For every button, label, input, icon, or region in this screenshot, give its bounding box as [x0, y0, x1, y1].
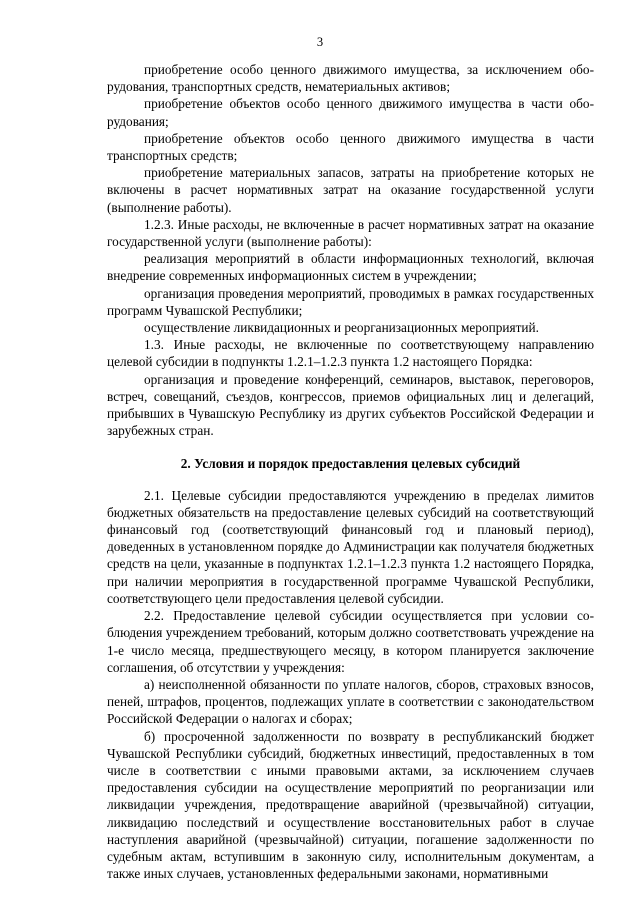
page-number: 3: [316, 35, 324, 49]
section-heading: 2. Условия и порядок предоставления целевых субсидий: [180, 456, 521, 472]
paragraph: 1.2.3. Иные расходы, не включенные в расчет нормативных затрат на оказание государственной услуги (выполнение работы):: [107, 216, 594, 250]
paragraph: приобретение объектов особо ценного движимого имущества в части транспортных средств;: [107, 130, 594, 164]
paragraph: а) неисполненной обязанности по уплате налогов, сборов, страховых взносов, пеней, штрафов, процентов, подлежащих уплате в соответствии с законодательством Российской Федерации о налогах и сборах;: [107, 676, 594, 727]
paragraph: 2.2. Предоставление целевой субсидии осуществляется при условии соблюдения учреждением требований, которым должно соответствовать учреждение на 1-е число месяца, предшествующего месяцу, в котором планируется заключение соглашения, об отсутствии у учреждения:: [107, 608, 594, 675]
paragraph: приобретение особо ценного движимого имущества, за исключением оборудования, транспортных средств, нематериальных активов;: [107, 62, 594, 95]
paragraph: 2.1. Целевые субсидии предоставляются учреждению в пределах лимитов бюджетных обязательств на предоставление целевых субсидий на соответствующий финансовый год (соответствующий финансовый год и плановый период), доведенных в установленном порядке до Администрации как получателя бюджетных средств на цели, указанные в подпунктах 1.2.1–1.2.3 пункта 1.2 настоящего Порядка, при наличии мероприятия в государственной программе Чувашской Республики, соответствующего цели предоставления целевой субсидии.: [107, 487, 594, 606]
paragraph: осуществление ликвидационных и реорганизационных мероприятий.: [144, 320, 539, 336]
paragraph: приобретение объектов особо ценного движимого имущества в части оборудования;: [107, 96, 594, 129]
document-body: [107, 61, 594, 882]
paragraph: организация и проведение конференций, семинаров, выставок, переговоров, встреч, совещаний, съездов, конгрессов, приемов официальных лиц и делегаций, прибывших в Чувашскую Республику из других субъектов Российской Федерации и зарубежных стран.: [107, 371, 594, 439]
paragraph: 1.3. Иные расходы, не включенные по соответствующему направлению целевой субсидии в подпункты 1.2.1–1.2.3 пункта 1.2 настоящего Порядка:: [107, 337, 594, 370]
paragraph: б) просроченной задолженности по возврату в республиканский бюджет Чувашской Республики субсидий, бюджетных инвестиций, предоставленных в том числе в соответствии с иными правовыми актами, за исключением случаев предоставления субсидии на осуществление мероприятий по реорганизации или ликвидации учреждения, предотвращение аварийной (чрезвычайной) ситуации, ликвидацию последствий и осуществление восстановительных работ в случае наступления аварийной (чрезвычайной) ситуации, погашение задолженности по судебным актам, вступившим в законную силу, исполнительным документам, а также иных случаев, установленных федеральными законами, нормативными: [107, 728, 594, 882]
paragraph: приобретение материальных запасов, затраты на приобретение которых не включены в расчет нормативных затрат на оказание государственной услуги (выполнение работы).: [107, 165, 594, 215]
paragraph: организация проведения мероприятий, проводимых в рамках государственных программ Чувашской Республики;: [107, 285, 594, 318]
paragraph: реализация мероприятий в области информационных технологий, включая внедрение современных информационных систем в учреждении;: [107, 251, 594, 284]
